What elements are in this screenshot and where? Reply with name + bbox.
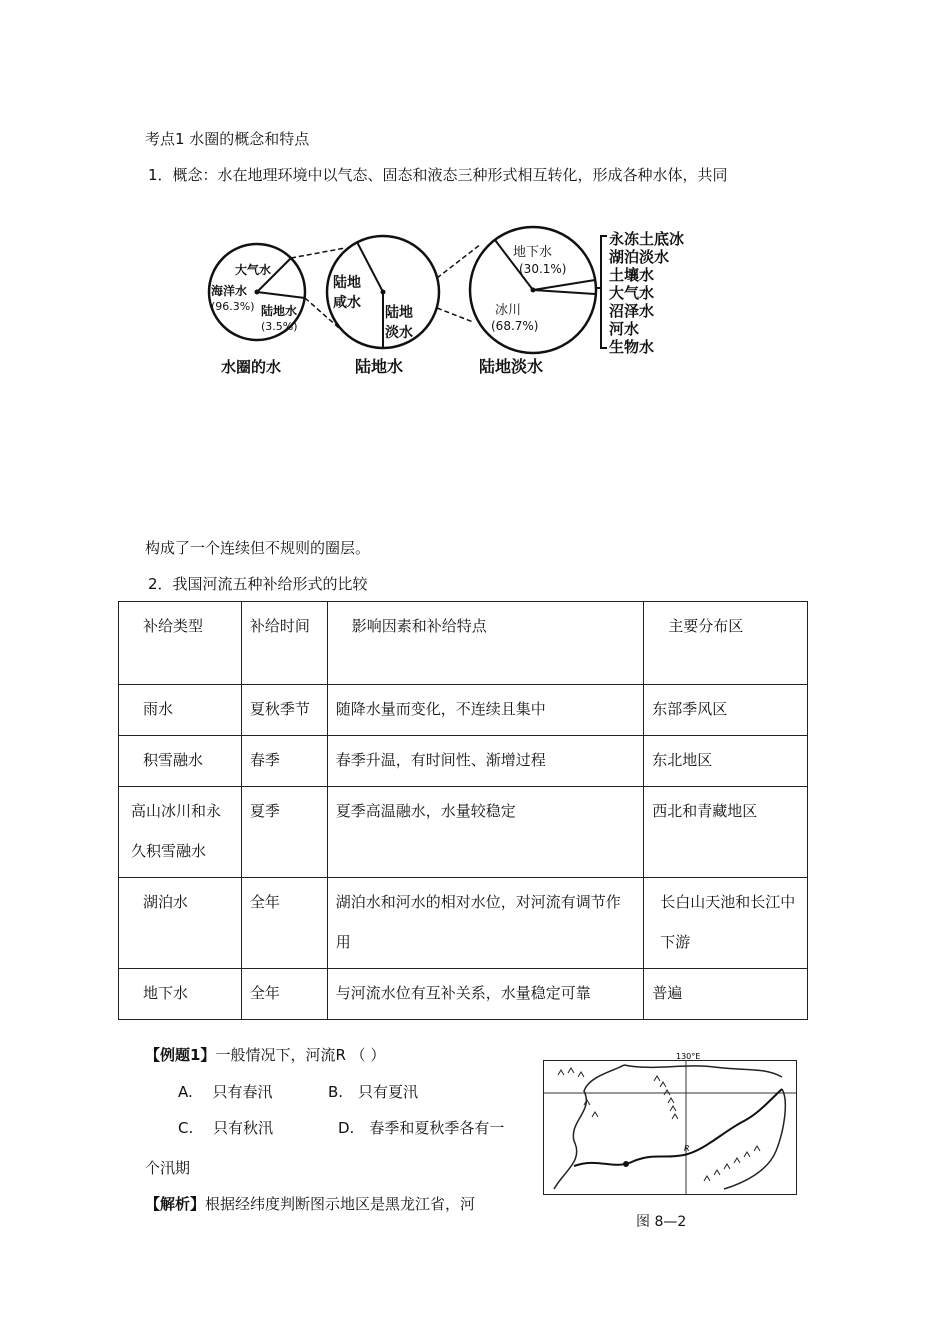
- table-row: 雨水 夏秋季节 随降水量而变化，不连续且集中 东部季风区: [119, 685, 808, 736]
- river-label: R: [684, 1144, 690, 1153]
- river-r: [574, 1089, 782, 1166]
- table-row: 湖泊水 全年 湖泊水和河水的相对水位，对河流有调节作用 长白山天池和长江中下游: [119, 878, 808, 969]
- c2-label-0: 陆地: [333, 275, 361, 291]
- analysis: [145, 1193, 475, 1214]
- list-item-3: 大气水: [609, 284, 655, 302]
- header-time: 补给时间: [241, 602, 327, 685]
- header-region: 主要分布区: [644, 602, 808, 685]
- concept-line-1: 1．概念：水在地理环境中以气态、固态和液态三种形式相互转化，形成各种水体，共同: [148, 166, 728, 184]
- list-item-5: 河水: [609, 320, 640, 338]
- analysis-label: 【解析】: [145, 1195, 206, 1213]
- c2-label-1: 咸水: [333, 295, 361, 311]
- table-row: 积雪融水 春季 春季升温，有时间性、渐增过程 东北地区: [119, 736, 808, 787]
- west-border: [554, 1065, 624, 1189]
- c3-label-2: 冰川: [495, 303, 522, 318]
- river-supply-table: [118, 601, 808, 1020]
- table-row: 地下水 全年 与河流水位有互补关系，水量稳定可靠 普遍: [119, 969, 808, 1020]
- c1-label-4: (3.5%): [261, 320, 298, 333]
- list-item-2: 土壤水: [609, 266, 655, 284]
- c2-label-2: 陆地: [385, 305, 413, 321]
- table-row: 高山冰川和永久积雪融水 夏季 夏季高温融水，水量较稳定 西北和青藏地区: [119, 787, 808, 878]
- c2-label-3: 淡水: [385, 325, 413, 341]
- list-item-4: 沼泽水: [609, 302, 655, 320]
- c1-label-0: 大气水: [235, 263, 272, 277]
- option-d-cont: 个汛期: [145, 1159, 191, 1177]
- c1-caption: 水圈的水: [221, 358, 282, 376]
- c3-caption: 陆地淡水: [479, 357, 544, 376]
- analysis-text: 根据经纬度判断图示地区是黑龙江省，河: [205, 1195, 476, 1213]
- example-text: 一般情况下，河流R （ ）: [215, 1046, 386, 1064]
- c2-caption: 陆地水: [355, 357, 404, 376]
- header-features: 影响因素和补给特点: [327, 602, 643, 685]
- option-d: D. 春季和夏秋季各有一: [338, 1119, 505, 1137]
- city-marker: [623, 1161, 629, 1167]
- c3-label-3: (68.7%): [491, 319, 539, 333]
- example-label: 【例题1】: [145, 1046, 216, 1064]
- option-c: C. 只有秋汛: [178, 1119, 274, 1137]
- c1-label-1: 海洋水: [211, 284, 248, 298]
- longitude-label: 130°E: [676, 1052, 701, 1061]
- map-svg: [544, 1052, 796, 1194]
- list-item-6: 生物水: [609, 338, 655, 356]
- table-header-row: [119, 602, 808, 685]
- c3-label-1: (30.1%): [519, 262, 567, 276]
- table-title: 2．我国河流五种补给形式的比较: [148, 575, 368, 593]
- c1-label-3: 陆地水: [261, 304, 298, 318]
- c1-label-2: (96.3%): [211, 300, 255, 313]
- concept-line-2: 构成了一个连续但不规则的圈层。: [145, 539, 371, 557]
- header-type: 补给类型: [119, 602, 242, 685]
- map-caption: 图 8—2: [636, 1214, 687, 1230]
- example-question: [145, 1044, 385, 1065]
- heilongjiang-map: [543, 1052, 797, 1195]
- water-composition-diagram: [205, 212, 725, 387]
- option-b: B. 只有夏汛: [328, 1083, 419, 1101]
- list-item-1: 湖泊淡水: [609, 248, 670, 266]
- option-a: A. 只有春汛: [178, 1083, 273, 1101]
- north-border: [624, 1065, 782, 1077]
- diagram-svg: [205, 212, 725, 387]
- section-title: 考点1 水圈的概念和特点: [145, 130, 310, 148]
- list-item-0: 永冻土底冰: [609, 230, 685, 248]
- c3-label-0: 地下水: [513, 245, 553, 260]
- east-border: [724, 1089, 785, 1189]
